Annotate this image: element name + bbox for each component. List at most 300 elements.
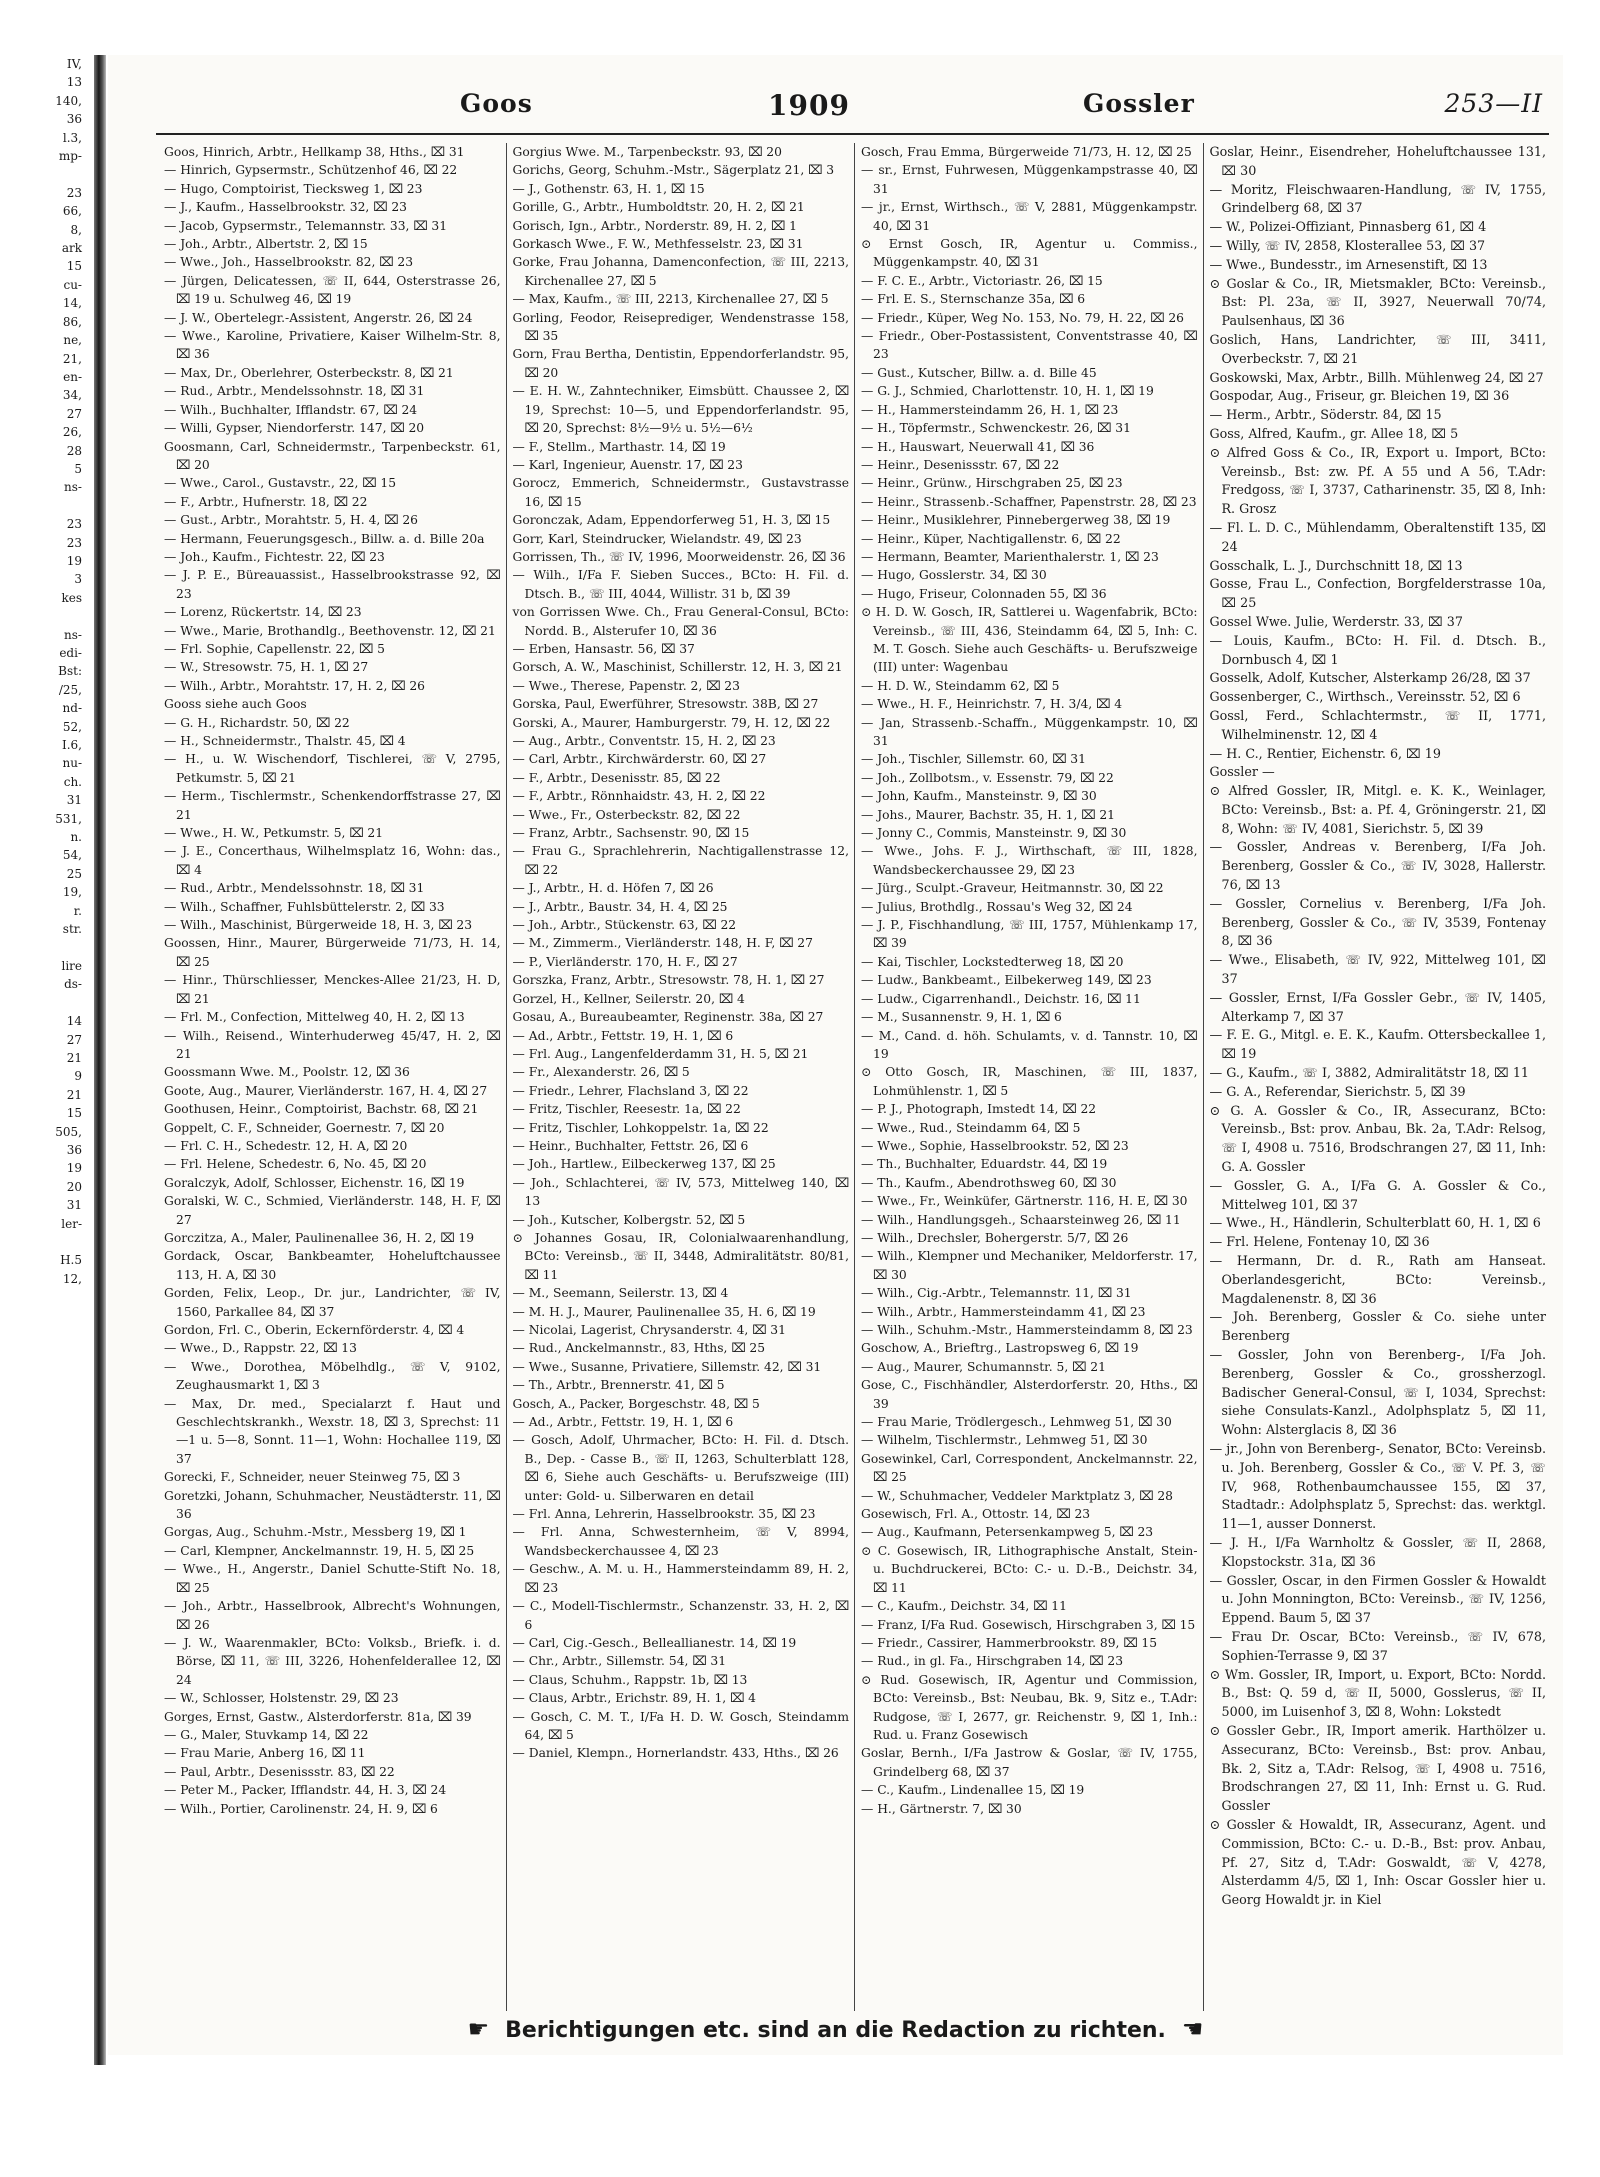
directory-entry: — F., Arbtr., Rönnhaidstr. 43, H. 2, ⌧ 22 — [512, 789, 766, 804]
directory-entry: Gorges, Ernst, Gastw., Alsterdorferstr. 81a, ⌧ 39 — [164, 1709, 472, 1724]
directory-entry: — Gossler, Andreas v. Berenberg, I/Fa Joh. Berenberg, Gossler & Co., ☏ IV, 3028, Hallerstr. 76, ⌧ 13 — [1209, 839, 1546, 893]
directory-entry: Gorgius Wwe. M., Tarpenbeckstr. 93, ⌧ 20 — [512, 145, 782, 159]
directory-entry: — sr., Ernst, Fuhrwesen, Müggenkampstrasse 40, ⌧ 31 — [861, 163, 1198, 196]
directory-entry: — Frl. Sophie, Capellenstr. 22, ⌧ 5 — [164, 641, 385, 656]
previous-page-fragment: 52, — [62, 719, 82, 734]
directory-entry: — Wwe., H., Angerstr., Daniel Schutte-Stift No. 18, ⌧ 25 — [164, 1562, 501, 1595]
directory-entry: Gorn, Frau Bertha, Dentistin, Eppendorferlandstr. 95, ⌧ 20 — [512, 347, 849, 380]
previous-page-fragment: ns- — [64, 480, 82, 495]
previous-page-fragment: 54, — [62, 848, 82, 863]
directory-entry: Gordon, Frl. C., Oberin, Eckernförderstr. 4, ⌧ 4 — [164, 1323, 465, 1337]
previous-page-fragment: kes — [61, 590, 82, 605]
previous-page-fragment — [0, 1288, 90, 1306]
directory-entry: — Frl. Helene, Fontenay 10, ⌧ 36 — [1209, 1234, 1430, 1250]
directory-entry: Goronczak, Adam, Eppendorferweg 51, H. 3, ⌧ 15 — [512, 513, 831, 528]
previous-page-fragment: 27 — [66, 406, 82, 421]
previous-page-fragment: 12, — [62, 1271, 82, 1286]
page-footer — [108, 2015, 1563, 2043]
directory-entry: — Friedr., Lehrer, Flachsland 3, ⌧ 22 — [512, 1083, 749, 1098]
previous-page-fragment: 8, — [70, 222, 82, 237]
directory-entry: — F., Arbtr., Desenisstr. 85, ⌧ 22 — [512, 770, 721, 785]
previous-page-fragment: 21 — [66, 1087, 82, 1102]
previous-page-fragment: ds- — [64, 977, 82, 992]
directory-entry: — M., Seemann, Seilerstr. 13, ⌧ 4 — [512, 1286, 729, 1301]
directory-entry: — Wwe., H. F., Heinrichstr. 7, H. 3/4, ⌧ 4 — [861, 697, 1123, 712]
directory-entry: — Heinr., Musiklehrer, Pinnebergerweg 38, ⌧ 19 — [861, 513, 1171, 528]
directory-entry: — Frau Dr. Oscar, BCto: Vereinsb., ☏ IV, 678, Sophien-Terrasse 9, ⌧ 37 — [1209, 1628, 1546, 1663]
directory-entry: Gorsch, A. W., Maschinist, Schillerstr. 12, H. 3, ⌧ 21 — [512, 660, 843, 675]
directory-entry: — Wwe., Marie, Brothandlg., Beethovenstr. 12, ⌧ 21 — [164, 623, 496, 638]
column-3 — [855, 143, 1204, 2011]
previous-page-fragment: 23 — [66, 517, 82, 532]
previous-page-fragment: Bst: — [58, 664, 82, 679]
previous-page-fragment: 19, — [62, 885, 82, 900]
directory-entry: — Gosch, Adolf, Uhrmacher, BCto: H. Fil. d. Dtsch. B., Dep. - Casse B., ☏ II, 1263, Schulterblatt 128, ⌧ 6, Siehe auch Geschäfts- u. Berufszweige (III) unter: Gold- u. Silberwaren en detail — [512, 1433, 849, 1503]
directory-entry: — G. H., Richardstr. 50, ⌧ 22 — [164, 715, 350, 730]
directory-entry: — H., Hauswart, Neuerwall 41, ⌧ 36 — [861, 439, 1095, 454]
directory-entry: Goppelt, C. F., Schneider, Goernestr. 7, ⌧ 20 — [164, 1120, 445, 1135]
directory-entry: — Wwe., H. W., Petkumstr. 5, ⌧ 21 — [164, 826, 384, 841]
directory-entry: — Hugo, Friseur, Colonnaden 55, ⌧ 36 — [861, 586, 1107, 601]
previous-page-fragment: 26, — [62, 425, 82, 440]
directory-entry: — Heinr., Buchhalter, Fettstr. 26, ⌧ 6 — [512, 1138, 749, 1153]
directory-entry: Gossl, Ferd., Schlachtermstr., ☏ II, 1771, Wilhelminenstr. 12, ⌧ 4 — [1209, 707, 1546, 742]
previous-page-fragment: str. — [62, 922, 82, 937]
directory-entry: Gorecki, F., Schneider, neuer Steinweg 75, ⌧ 3 — [164, 1470, 461, 1485]
previous-page-fragment: l.3, — [62, 130, 82, 145]
page-number: 253—II — [1444, 89, 1543, 118]
directory-entry: — Lorenz, Rückertstr. 14, ⌧ 23 — [164, 605, 362, 620]
previous-page-fragment: /25, — [58, 682, 82, 697]
directory-entry: — Fl. L. D. C., Mühlendamm, Oberaltenstift 135, ⌧ 24 — [1209, 519, 1546, 554]
directory-entry: — Carl, Klempner, Anckelmannstr. 19, H. 5, ⌧ 25 — [164, 1543, 475, 1558]
directory-entry: — Gossler, Ernst, I/Fa Gossler Gebr., ☏ IV, 1405, Alterkamp 7, ⌧ 37 — [1209, 989, 1546, 1024]
directory-entry: — Hermann, Feuerungsgesch., Billw. a. d. Bille 20a — [164, 531, 485, 546]
previous-page-fragment: ne, — [63, 333, 82, 348]
directory-entry: — Willi, Gypser, Niendorferstr. 147, ⌧ 20 — [164, 421, 425, 436]
directory-entry: — Wwe., Fr., Osterbeckstr. 82, ⌧ 22 — [512, 807, 741, 822]
directory-entry: — Wwe., Elisabeth, ☏ IV, 922, Mittelweg 101, ⌧ 37 — [1209, 952, 1546, 987]
directory-entry: — J. W., Waarenmakler, BCto: Volksb., Briefk. i. d. Börse, ⌧ 11, ☏ III, 3226, Hohenfelderallee 12, ⌧ 24 — [164, 1635, 501, 1687]
directory-entry: — Wilh., Drechsler, Bohergerstr. 5/7, ⌧ 26 — [861, 1230, 1129, 1245]
directory-entry: — Th., Buchhalter, Eduardstr. 44, ⌧ 19 — [861, 1157, 1108, 1172]
directory-entry: Goralczyk, Adolf, Schlosser, Eichenstr. 16, ⌧ 19 — [164, 1175, 465, 1190]
directory-entry: — W., Schuhmacher, Veddeler Marktplatz 3, ⌧ 28 — [861, 1488, 1173, 1503]
directory-entry: ⊙ Gossler Gebr., IR, Import amerik. Harthölzer u. Assecuranz, BCto: Vereinsb., Bst: prov. Anbau, Bk. 2, Sitz a, T.Adr: Relsog, ☏ I, 4908 u. 7516, Brodschrangen 27, ⌧ 11, Inh: Ernst u. G. Rud. Gossler — [1209, 1722, 1546, 1814]
previous-page-fragment: en- — [63, 369, 82, 384]
directory-entry: Gorkasch Wwe., F. W., Methfesselstr. 23, ⌧ 31 — [512, 237, 804, 252]
previous-page-fragment — [0, 497, 90, 515]
directory-entry: Gospodar, Aug., Friseur, gr. Bleichen 19, ⌧ 36 — [1209, 388, 1510, 404]
directory-entry: — Claus, Schuhm., Rappstr. 1b, ⌧ 13 — [512, 1672, 748, 1687]
directory-entry: — Th., Kaufm., Abendrothsweg 60, ⌧ 30 — [861, 1175, 1117, 1190]
directory-entry: — J., Arbtr., H. d. Höfen 7, ⌧ 26 — [512, 881, 714, 896]
previous-page-fragment: cu- — [63, 277, 82, 292]
previous-page-fragment: 13 — [66, 75, 82, 90]
directory-entry: — Friedr., Cassirer, Hammerbrookstr. 89, ⌧ 15 — [861, 1635, 1158, 1650]
previous-page-fragment: IV, — [66, 57, 82, 71]
directory-entry: — Wwe., Karoline, Privatiere, Kaiser Wilhelm-Str. 8, ⌧ 36 — [164, 329, 501, 362]
previous-page-edge — [0, 55, 90, 2050]
previous-page-fragment — [0, 1307, 90, 1325]
directory-entry: — Aug., Maurer, Schumannstr. 5, ⌧ 21 — [861, 1359, 1106, 1374]
directory-entry: — Frau Marie, Anberg 16, ⌧ 11 — [164, 1746, 366, 1761]
directory-entry: — P. J., Photograph, Imstedt 14, ⌧ 22 — [861, 1102, 1097, 1117]
directory-entry: ⊙ Rud. Gosewisch, IR, Agentur und Commission, BCto: Vereinsb., Bst: Neubau, Bk. 9, Sitz e., T.Adr: Rudgose, ☏ I, 2677, gr. Reichenstr. 9, ⌧ 1, Inh.: Rud. u. Franz Gosewisch — [861, 1672, 1198, 1742]
directory-entry: Gosse, Frau L., Confection, Borgfelderstrasse 10a, ⌧ 25 — [1209, 576, 1546, 611]
directory-entry: Gossenberger, C., Wirthsch., Vereinsstr. 52, ⌧ 6 — [1209, 689, 1521, 705]
previous-page-fragment: ark — [61, 241, 82, 256]
directory-entry: Goos, Hinrich, Arbtr., Hellkamp 38, Hths., ⌧ 31 — [164, 145, 465, 159]
directory-entry: — H. C., Rentier, Eichenstr. 6, ⌧ 19 — [1209, 745, 1441, 761]
directory-entry: — Joh., Arbtr., Stückenstr. 63, ⌧ 22 — [512, 918, 737, 933]
directory-entry: — Gossler, John von Berenberg-, I/Fa Joh. Berenberg, Gossler & Co., grossherzogl. Badischer General-Consul, ☏ I, 1034, Sprechst: siehe Consulats-Kanzl., Adolphsplatz 5, ⌧ 11, Wohn: Alsterglacis 8, ⌧ 36 — [1209, 1347, 1546, 1438]
directory-entry: ⊙ Gossler & Howaldt, IR, Assecuranz, Agent. und Commission, BCto: C.- u. D.-B., Bst: prov. Anbau, Pf. 27, Sitz d, T.Adr: Goswaldt, ☏ V, 4278, Alsterdamm 4/5, ⌧ 1, Inh: Oscar Gossler hier u. Georg Howaldt jr. in Kiel — [1209, 1816, 1546, 1908]
directory-page — [108, 55, 1563, 2055]
directory-entry: — Fritz, Tischler, Lohkoppelstr. 1a, ⌧ 22 — [512, 1120, 769, 1135]
directory-entry: Gorr, Karl, Steindrucker, Wielandstr. 49, ⌧ 23 — [512, 531, 802, 546]
directory-entry: Goralski, W. C., Schmied, Vierländerstr. 148, H. F, ⌧ 27 — [164, 1194, 501, 1227]
previous-page-fragment: 15 — [66, 259, 82, 274]
directory-entry: — Ad., Arbtr., Fettstr. 19, H. 1, ⌧ 6 — [512, 1415, 734, 1430]
directory-entry: — Willy, ☏ IV, 2858, Klosterallee 53, ⌧ 37 — [1209, 237, 1486, 253]
directory-entry: — Chr., Arbtr., Sillemstr. 54, ⌧ 31 — [512, 1654, 727, 1669]
previous-page-fragment: 505, — [55, 1124, 82, 1139]
previous-page-fragment: r. — [73, 903, 82, 918]
directory-entry: — Wilh., Cig.-Arbtr., Telemannstr. 11, ⌧ 31 — [861, 1286, 1132, 1301]
directory-entry: — Wilh., Portier, Carolinenstr. 24, H. 9, ⌧ 6 — [164, 1801, 438, 1816]
directory-entry: ⊙ Otto Gosch, IR, Maschinen, ☏ III, 1837, Lohmühlenstr. 1, ⌧ 5 — [861, 1065, 1198, 1098]
previous-page-fragment: nd- — [62, 701, 82, 716]
directory-entry: — F. E. G., Mitgl. e. E. K., Kaufm. Ottersbeckallee 1, ⌧ 19 — [1209, 1027, 1546, 1062]
directory-entry: Gosselk, Adolf, Kutscher, Alsterkamp 26/28, ⌧ 37 — [1209, 670, 1531, 686]
previous-page-fragment: 23 — [66, 185, 82, 200]
directory-entry: — P., Vierländerstr. 170, H. F., ⌧ 27 — [512, 954, 738, 969]
previous-page-fragment: ch. — [63, 774, 82, 789]
previous-page-fragment: 15 — [66, 1106, 82, 1121]
directory-entry: Goss, Alfred, Kaufm., gr. Allee 18, ⌧ 5 — [1209, 425, 1459, 441]
directory-entry: — Jonny C., Commis, Mansteinstr. 9, ⌧ 30 — [861, 826, 1127, 841]
directory-entry: — J., Arbtr., Baustr. 34, H. 4, ⌧ 25 — [512, 899, 728, 914]
previous-page-fragment: 36 — [66, 112, 82, 127]
directory-entry: — H. D. W., Steindamm 62, ⌧ 5 — [861, 678, 1060, 693]
directory-entry: — Rud., Arbtr., Mendelssohnstr. 18, ⌧ 31 — [164, 881, 425, 896]
directory-entry: — Claus, Arbtr., Erichstr. 89, H. 1, ⌧ 4 — [512, 1691, 756, 1706]
directory-entry: — Gossler, Oscar, in den Firmen Gossler & Howaldt u. John Monnington, BCto: Vereinsb., ☏ IV, 1256, Eppend. Baum 5, ⌧ 37 — [1209, 1572, 1546, 1626]
directory-entry: Goslich, Hans, Landrichter, ☏ III, 3411, Overbeckstr. 7, ⌧ 21 — [1209, 331, 1546, 366]
directory-entry: ⊙ C. Gosewisch, IR, Lithographische Anstalt, Stein- u. Buchdruckerei, BCto: C.- u. D.-B., Deichstr. 34, ⌧ 11 — [861, 1543, 1198, 1595]
previous-page-fragment: 25 — [66, 866, 82, 881]
directory-entry: — G., Maler, Stuvkamp 14, ⌧ 22 — [164, 1727, 369, 1742]
directory-entry: — Frau G., Sprachlehrerin, Nachtigallenstrasse 12, ⌧ 22 — [512, 844, 849, 877]
directory-entry: — Wwe., Fr., Weinküfer, Gärtnerstr. 116, H. E, ⌧ 30 — [861, 1194, 1188, 1209]
directory-entry: — G. J., Schmied, Charlottenstr. 10, H. 1, ⌧ 19 — [861, 384, 1154, 399]
header-year: 1909 — [768, 89, 850, 122]
header-last-name: Gossler — [1083, 89, 1195, 118]
directory-entry: Gorrissen, Th., ☏ IV, 1996, Moorweidenstr. 26, ⌧ 36 — [512, 549, 846, 564]
directory-entry: Gorke, Frau Johanna, Damenconfection, ☏ III, 2213, Kirchenallee 27, ⌧ 5 — [512, 255, 849, 288]
directory-entry: — Frl. Aug., Langenfelderdamm 31, H. 5, ⌧ 21 — [512, 1046, 809, 1061]
directory-entry: — H., Hammersteindamm 26, H. 1, ⌧ 23 — [861, 402, 1119, 417]
directory-entry: — C., Modell-Tischlermstr., Schanzenstr. 33, H. 2, ⌧ 6 — [512, 1599, 849, 1632]
directory-entry: Goossmann Wwe. M., Poolstr. 12, ⌧ 36 — [164, 1065, 410, 1080]
directory-entry: — Joh., Arbtr., Albertstr. 2, ⌧ 15 — [164, 237, 368, 252]
directory-entry: — Wwe., H., Händlerin, Schulterblatt 60, H. 1, ⌧ 6 — [1209, 1215, 1541, 1231]
directory-entry: — J. H., I/Fa Warnholtz & Gossler, ☏ II, 2868, Klopstockstr. 31a, ⌧ 36 — [1209, 1534, 1546, 1569]
directory-entry: — Jan, Strassenb.-Schaffn., Müggenkampstr. 10, ⌧ 31 — [861, 715, 1198, 748]
directory-entry: — Aug., Arbtr., Conventstr. 15, H. 2, ⌧ 23 — [512, 734, 776, 748]
previous-page-fragment: ler- — [61, 1216, 82, 1231]
directory-entry: ⊙ Alfred Goss & Co., IR, Export u. Import, BCto: Vereinsb., Bst: zw. Pf. A 55 und A 56, T.Adr: Fredgoss, ☏ I, 3737, Catharinenstr. 35, ⌧ 8, Inh: R. Grosz — [1209, 444, 1546, 517]
directory-entry: — Wwe., Sophie, Hasselbrookstr. 52, ⌧ 23 — [861, 1138, 1129, 1153]
directory-entry: — Joh., Schlachterei, ☏ IV, 573, Mittelweg 140, ⌧ 13 — [512, 1175, 849, 1209]
previous-page-fragment: 34, — [62, 388, 82, 403]
directory-entry: Gosewisch, Frl. A., Ottostr. 14, ⌧ 23 — [861, 1507, 1091, 1522]
directory-entry: Gosch, A., Packer, Borgeschstr. 48, ⌧ 5 — [512, 1396, 760, 1411]
directory-entry: ⊙ G. A. Gossler & Co., IR, Assecuranz, BCto: Vereinsb., Bst: prov. Anbau, Bk. 2a, T.Adr: Relsog, ☏ I, 4908 u. 7516, Brodschrangen 27, ⌧ 11, Inh: G. A. Gossler — [1209, 1102, 1546, 1175]
directory-entry: Goskowski, Max, Arbtr., Billh. Mühlenweg 24, ⌧ 27 — [1209, 369, 1544, 385]
directory-entry: — Th., Arbtr., Brennerstr. 41, ⌧ 5 — [512, 1378, 725, 1393]
directory-entry: Goothusen, Heinr., Comptoirist, Bachstr. 68, ⌧ 21 — [164, 1102, 479, 1117]
header-first-name: Goos — [460, 89, 533, 118]
previous-page-fragment: 5 — [74, 461, 82, 476]
previous-page-fragment: 23 — [66, 535, 82, 550]
directory-entry: — Jürg., Sculpt.-Graveur, Heitmannstr. 30, ⌧ 22 — [861, 881, 1164, 896]
previous-page-fragment: 19 — [66, 553, 82, 568]
directory-entry: — M. H. J., Maurer, Paulinenallee 35, H. 6, ⌧ 19 — [512, 1304, 816, 1319]
previous-page-fragment — [0, 939, 90, 957]
directory-entry: ⊙ Wm. Gossler, IR, Import, u. Export, BCto: Nordd. B., Bst: Q. 59 d, ☏ II, 5000, Gosslerus, ☏ II, 5000, im Luisenhof 3, ⌧ 8, Wohn: Lokstedt — [1209, 1666, 1546, 1720]
directory-entry: Goschow, A., Brieftrg., Lastropsweg 6, ⌧ 19 — [861, 1341, 1139, 1356]
directory-entry: Gossler — — [1209, 764, 1275, 780]
directory-entry: — Joh., Tischler, Sillemstr. 60, ⌧ 31 — [861, 752, 1086, 767]
directory-entry: Goosmann, Carl, Schneidermstr., Tarpenbeckstr. 61, ⌧ 20 — [164, 439, 501, 472]
pointing-hand-right-icon: ☛ — [467, 2015, 490, 2043]
directory-entry: — Wwe., Johs. F. J., Wirthschaft, ☏ III, 1828, Wandsbeckerchaussee 29, ⌧ 23 — [861, 844, 1198, 877]
directory-entry: — J. P., Fischhandlung, ☏ III, 1757, Mühlenkamp 17, ⌧ 39 — [861, 918, 1198, 951]
directory-entry: — G. A., Referendar, Sierichstr. 5, ⌧ 39 — [1209, 1083, 1466, 1099]
directory-entry: — M., Zimmerm., Vierländerstr. 148, H. F, ⌧ 27 — [512, 936, 813, 951]
directory-entry: — M., Susannenstr. 9, H. 1, ⌧ 6 — [861, 1010, 1062, 1025]
directory-entry: — Ludw., Bankbeamt., Eilbekerweg 149, ⌧ 23 — [861, 973, 1152, 988]
pointing-hand-left-icon: ☚ — [1181, 2015, 1204, 2043]
directory-entry: — Max, Kaufm., ☏ III, 2213, Kirchenallee 27, ⌧ 5 — [512, 292, 829, 307]
directory-entry: Gorichs, Georg, Schuhm.-Mstr., Sägerplatz 21, ⌧ 3 — [512, 163, 835, 178]
directory-entry: — Hermann, Beamter, Marienthalerstr. 1, ⌧ 23 — [861, 549, 1159, 564]
directory-entry: — Kai, Tischler, Lockstedterweg 18, ⌧ 20 — [861, 954, 1124, 969]
directory-entry: — E. H. W., Zahntechniker, Eimsbütt. Chaussee 2, ⌧ 19, Sprechst: 10—5, und Eppendorferlandstr. 95, ⌧ 20, Sprechst: 8½—9½ u. 5½—6½ — [512, 384, 849, 436]
directory-entry: — Wwe., Rud., Steindamm 64, ⌧ 5 — [861, 1120, 1081, 1135]
directory-entry: — Geschw., A. M. u. H., Hammersteindamm 89, H. 2, ⌧ 23 — [512, 1562, 849, 1595]
previous-page-fragment: 21 — [66, 1050, 82, 1065]
directory-entry: Gorille, G., Arbtr., Humboldtstr. 20, H. 2, ⌧ 21 — [512, 200, 805, 215]
directory-entry: ⊙ Goslar & Co., IR, Mietsmakler, BCto: Vereinsb., Bst: Pl. 23a, ☏ II, 3927, Neuerwall 70/74, Paulsenhaus, ⌧ 36 — [1209, 275, 1546, 329]
previous-page-fragment: 31 — [66, 793, 82, 808]
directory-entry: — Rud., Arbtr., Mendelssohnstr. 18, ⌧ 31 — [164, 384, 425, 399]
previous-page-fragment: I.6, — [61, 738, 82, 753]
directory-entry: Gorzel, H., Kellner, Seilerstr. 20, ⌧ 4 — [512, 991, 745, 1006]
directory-entry: — Franz, I/Fa Rud. Gosewisch, Hirschgraben 3, ⌧ 15 — [861, 1617, 1196, 1632]
page-header — [108, 89, 1563, 129]
entry-columns — [158, 143, 1551, 2011]
directory-entry: — J., Gothenstr. 63, H. 1, ⌧ 15 — [512, 181, 705, 196]
previous-page-fragment: 140, — [55, 93, 82, 108]
directory-entry: Gosewinkel, Carl, Correspondent, Anckelmannstr. 22, ⌧ 25 — [861, 1451, 1198, 1485]
previous-page-fragment: 21, — [62, 351, 82, 366]
directory-entry: Gooss siehe auch Goos — [164, 697, 307, 712]
directory-entry: Gorszka, Franz, Arbtr., Stresowstr. 78, H. 1, ⌧ 27 — [512, 973, 825, 988]
column-2 — [507, 143, 856, 2011]
directory-entry: Gosau, A., Bureaubeamter, Reginenstr. 38a, ⌧ 27 — [512, 1010, 824, 1025]
directory-entry: — Wilh., Handlungsgeh., Schaarsteinweg 26, ⌧ 11 — [861, 1212, 1181, 1227]
directory-entry: — Max, Dr., Oberlehrer, Osterbeckstr. 8, ⌧ 21 — [164, 365, 454, 380]
directory-entry: — Ad., Arbtr., Fettstr. 19, H. 1, ⌧ 6 — [512, 1028, 734, 1043]
previous-page-fragment: lire — [61, 958, 82, 973]
directory-entry: Gosch, Frau Emma, Bürgerweide 71/73, H. 12, ⌧ 25 — [861, 145, 1192, 159]
directory-entry: — G., Kaufm., ☏ I, 3882, Admiralitätstr 18, ⌧ 11 — [1209, 1065, 1529, 1081]
directory-entry: — Gust., Arbtr., Morahtstr. 5, H. 4, ⌧ 26 — [164, 513, 418, 528]
directory-entry: — Friedr., Küper, Weg No. 153, No. 79, H. 22, ⌧ 26 — [861, 310, 1184, 325]
directory-entry: — Frl. Anna, Schwesternheim, ☏ V, 8994, Wandsbeckerchaussee 4, ⌧ 23 — [512, 1525, 849, 1558]
directory-entry: — Joh., Arbtr., Hasselbrook, Albrecht's Wohnungen, ⌧ 26 — [164, 1599, 501, 1632]
previous-page-fragment: 3 — [74, 572, 82, 587]
directory-entry: — F. C. E., Arbtr., Victoriastr. 26, ⌧ 15 — [861, 273, 1103, 288]
directory-entry: Goretzki, Johann, Schuhmacher, Neustädterstr. 11, ⌧ 36 — [164, 1488, 501, 1522]
previous-page-fragment: 36 — [66, 1142, 82, 1157]
directory-entry: — Wwe., Dorothea, Möbelhdlg., ☏ V, 9102, Zeughausmarkt 1, ⌧ 3 — [164, 1359, 501, 1393]
directory-entry: — Hugo, Comptoirist, Tiecksweg 1, ⌧ 23 — [164, 181, 423, 196]
directory-entry: — Wilh., I/Fa F. Sieben Succes., BCto: H. Fil. d. Dtsch. B., ☏ III, 4044, Willistr. 31 b, ⌧ 39 — [512, 568, 849, 601]
directory-entry: — C., Kaufm., Lindenallee 15, ⌧ 19 — [861, 1783, 1085, 1798]
directory-entry: Gorisch, Ign., Arbtr., Norderstr. 89, H. 2, ⌧ 1 — [512, 218, 797, 233]
directory-entry: Gorski, A., Maurer, Hamburgerstr. 79, H. 12, ⌧ 22 — [512, 715, 831, 730]
directory-entry: — Rud., Anckelmannstr., 83, Hths, ⌧ 25 — [512, 1341, 766, 1356]
directory-entry: — C., Kaufm., Deichstr. 34, ⌧ 11 — [861, 1599, 1067, 1614]
previous-page-fragment: 28 — [66, 443, 82, 458]
directory-entry: — Hugo, Gosslerstr. 34, ⌧ 30 — [861, 568, 1047, 583]
directory-entry: — W., Polizei-Offiziant, Pinnasberg 61, ⌧ 4 — [1209, 219, 1487, 235]
directory-entry: — Heinr., Grünw., Hirschgraben 25, ⌧ 23 — [861, 476, 1123, 491]
directory-entry: Gorocz, Emmerich, Schneidermstr., Gustavstrasse 16, ⌧ 15 — [512, 476, 849, 509]
directory-entry: — Heinr., Küper, Nachtigallenstr. 6, ⌧ 22 — [861, 531, 1121, 546]
directory-entry: — Erben, Hansastr. 56, ⌧ 37 — [512, 641, 695, 656]
directory-entry: — Wwe., Therese, Papenstr. 2, ⌧ 23 — [512, 678, 740, 693]
directory-entry: — Wwe., D., Rappstr. 22, ⌧ 13 — [164, 1341, 357, 1356]
directory-entry: — Peter M., Packer, Ifflandstr. 44, H. 3, ⌧ 24 — [164, 1783, 447, 1798]
directory-entry: — Heinr., Desenissstr. 67, ⌧ 22 — [861, 457, 1060, 472]
directory-entry: — Friedr., Ober-Postassistent, Conventstrasse 40, ⌧ 23 — [861, 329, 1198, 362]
directory-entry: — Aug., Kaufmann, Petersenkampweg 5, ⌧ 23 — [861, 1525, 1154, 1540]
previous-page-fragment: n. — [70, 830, 82, 845]
previous-page-fragment: 20 — [66, 1179, 82, 1194]
directory-entry: — M., Cand. d. höh. Schulamts, v. d. Tannstr. 10, ⌧ 19 — [861, 1028, 1198, 1061]
directory-entry: Gose, C., Fischhändler, Alsterdorferstr. 20, Hths., ⌧ 39 — [861, 1378, 1198, 1411]
directory-entry: — Gosch, C. M. T., I/Fa H. D. W. Gosch, Steindamm 64, ⌧ 5 — [512, 1709, 849, 1742]
directory-entry: — Joh., Zollbotsm., v. Essenstr. 79, ⌧ 22 — [861, 770, 1114, 785]
directory-entry: ⊙ H. D. W. Gosch, IR, Sattlerei u. Wagenfabrik, BCto: Vereinsb., ☏ III, 436, Steindamm 64, ⌧ 5, Inh: C. M. T. Gosch. Siehe auch Geschäfts- u. Berufszweige (III) unter: Wagenbau — [861, 605, 1198, 675]
directory-entry: — Wilh., Schuhm.-Mstr., Hammersteindamm 8, ⌧ 23 — [861, 1323, 1193, 1337]
directory-entry: — Joh., Kaufm., Fichtestr. 22, ⌧ 23 — [164, 549, 385, 564]
directory-entry: ⊙ Ernst Gosch, IR, Agentur u. Commiss., Müggenkampstr. 40, ⌧ 31 — [861, 237, 1198, 270]
directory-entry: — Louis, Kaufm., BCto: H. Fil. d. Dtsch. B., Dornbusch 4, ⌧ 1 — [1209, 632, 1546, 667]
directory-entry: — Frl. Anna, Lehrerin, Hasselbrookstr. 35, ⌧ 23 — [512, 1507, 816, 1522]
directory-entry: — H., Gärtnerstr. 7, ⌧ 30 — [861, 1801, 1022, 1816]
directory-entry: Gorgas, Aug., Schuhm.-Mstr., Messberg 19, ⌧ 1 — [164, 1525, 467, 1540]
directory-entry: — Ludw., Cigarrenhandl., Deichstr. 16, ⌧ 11 — [861, 991, 1141, 1006]
directory-entry: Goote, Aug., Maurer, Vierländerstr. 167, H. 4, ⌧ 27 — [164, 1083, 488, 1098]
previous-page-fragment: 9 — [74, 1069, 82, 1084]
directory-entry: — Joh. Berenberg, Gossler & Co. siehe unter Berenberg — [1209, 1309, 1546, 1344]
directory-entry: Gorling, Feodor, Reiseprediger, Wendenstrasse 158, ⌧ 35 — [512, 310, 849, 344]
previous-page-fragment: 31 — [66, 1198, 82, 1213]
directory-entry: — Frl. Helene, Schedestr. 6, No. 45, ⌧ 20 — [164, 1157, 427, 1172]
directory-entry: — J. P. E., Büreauassist., Hasselbrookstrasse 92, ⌧ 23 — [164, 568, 501, 601]
directory-entry: — Frl. C. H., Schedestr. 12, H. A, ⌧ 20 — [164, 1138, 408, 1153]
directory-entry: — jr., John von Berenberg-, Senator, BCto: Vereinsb. u. Joh. Berenberg, Gossler & Co., ☏ V. Pf. 3, ☏ IV, 968, Rothenbaumchaussee 155, ⌧ 37, Stadtadr.: Adolphsplatz 5, Sprechst: das. werktgl. 11—1, ausser Donnerst. — [1209, 1440, 1546, 1532]
directory-entry: Goossen, Hinr., Maurer, Bürgerweide 71/73, H. 14, ⌧ 25 — [164, 936, 501, 969]
directory-entry: von Gorrissen Wwe. Ch., Frau General-Consul, BCto: Nordd. B., Alsterufer 10, ⌧ 36 — [512, 605, 849, 638]
previous-page-fragment: 531, — [55, 811, 82, 826]
directory-entry: — Joh., Kutscher, Kolbergstr. 52, ⌧ 5 — [512, 1212, 746, 1227]
directory-entry: — Wilh., Klempner und Mechaniker, Meldorferstr. 17, ⌧ 30 — [861, 1249, 1198, 1282]
directory-entry: — Rud., in gl. Fa., Hirschgraben 14, ⌧ 23 — [861, 1654, 1124, 1669]
directory-entry: — Heinr., Strassenb.-Schaffner, Papenstrstr. 28, ⌧ 23 — [861, 494, 1197, 509]
directory-entry: — Joh., Hartlew., Eilbeckerweg 137, ⌧ 25 — [512, 1157, 776, 1172]
directory-entry: — Hinrich, Gypsermstr., Schützenhof 46, ⌧ 22 — [164, 163, 458, 178]
previous-page-fragment — [0, 165, 90, 183]
previous-page-fragment: mp- — [58, 149, 82, 164]
directory-entry: — H., Schneidermstr., Thalstr. 45, ⌧ 4 — [164, 734, 406, 748]
directory-entry: — Wilh., Maschinist, Bürgerweide 18, H. 3, ⌧ 23 — [164, 918, 473, 933]
directory-entry: — Gossler, Cornelius v. Berenberg, I/Fa Joh. Berenberg, Gossler & Co., ☏ IV, 3539, Fontenay 8, ⌧ 36 — [1209, 895, 1546, 949]
previous-page-fragment: H.5 — [60, 1253, 82, 1268]
directory-entry: — Wilh., Buchhalter, Ifflandstr. 67, ⌧ 24 — [164, 402, 418, 417]
directory-entry: — H., Töpfermstr., Schwenckestr. 26, ⌧ 31 — [861, 421, 1131, 436]
directory-entry: Gossel Wwe. Julie, Werderstr. 33, ⌧ 37 — [1209, 613, 1463, 629]
directory-entry: Goslar, Heinr., Eisendreher, Hoheluftchaussee 131, ⌧ 30 — [1209, 144, 1546, 178]
directory-entry: — Wwe., Susanne, Privatiere, Sillemstr. 42, ⌧ 31 — [512, 1359, 822, 1374]
directory-entry: ⊙ Johannes Gosau, IR, Colonialwaarenhandlung, BCto: Vereinsb., ☏ II, 3448, Admiralitätstr. 80/81, ⌧ 11 — [512, 1230, 849, 1282]
column-1 — [158, 143, 507, 2011]
previous-page-fragment: 14, — [62, 296, 82, 311]
previous-page-fragment: nu- — [62, 756, 82, 771]
directory-entry: Gordack, Oscar, Bankbeamter, Hoheluftchaussee 113, H. A, ⌧ 30 — [164, 1249, 501, 1282]
directory-entry: — jr., Ernst, Wirthsch., ☏ V, 2881, Müggenkampstr. 40, ⌧ 31 — [861, 200, 1198, 233]
header-rule — [156, 133, 1549, 135]
previous-page-fragment: ns- — [64, 627, 82, 642]
previous-page-fragment: 14 — [66, 1014, 82, 1029]
directory-entry: — W., Stresowstr. 75, H. 1, ⌧ 27 — [164, 660, 369, 675]
column-4 — [1204, 143, 1552, 2011]
directory-entry: — Daniel, Klempn., Hornerlandstr. 433, Hths., ⌧ 26 — [512, 1746, 839, 1761]
directory-entry: — Fritz, Tischler, Reesestr. 1a, ⌧ 22 — [512, 1102, 741, 1117]
directory-entry: — W., Schlosser, Holstenstr. 29, ⌧ 23 — [164, 1691, 399, 1706]
directory-entry: Gosschalk, L. J., Durchschnitt 18, ⌧ 13 — [1209, 557, 1463, 573]
directory-entry: — Wwe., Joh., Hasselbrookstr. 82, ⌧ 23 — [164, 255, 414, 270]
book-spine — [94, 55, 106, 2065]
directory-entry: Gorczitza, A., Maler, Paulinenallee 36, H. 2, ⌧ 19 — [164, 1230, 475, 1245]
directory-entry: — Frl. E. S., Sternschanze 35a, ⌧ 6 — [861, 292, 1086, 307]
directory-entry: — Wilh., Arbtr., Hammersteindamm 41, ⌧ 23 — [861, 1304, 1146, 1319]
previous-page-fragment: 27 — [66, 1032, 82, 1047]
directory-entry: — Wilhelm, Tischlermstr., Lehmweg 51, ⌧ 30 — [861, 1433, 1148, 1448]
directory-entry: — Frau Marie, Trödlergesch., Lehmweg 51, ⌧ 30 — [861, 1415, 1172, 1430]
directory-entry: — Herm., Arbtr., Söderstr. 84, ⌧ 15 — [1209, 407, 1442, 423]
directory-entry: — Gust., Kutscher, Billw. a. d. Bille 45 — [861, 365, 1097, 380]
directory-entry: — J. E., Concerthaus, Wilhelmsplatz 16, Wohn: das., ⌧ 4 — [164, 844, 501, 877]
directory-entry: — Wilh., Arbtr., Morahtstr. 17, H. 2, ⌧ 26 — [164, 678, 426, 693]
directory-entry: — H., u. W. Wischendorf, Tischlerei, ☏ V, 2795, Petkumstr. 5, ⌧ 21 — [164, 752, 501, 785]
